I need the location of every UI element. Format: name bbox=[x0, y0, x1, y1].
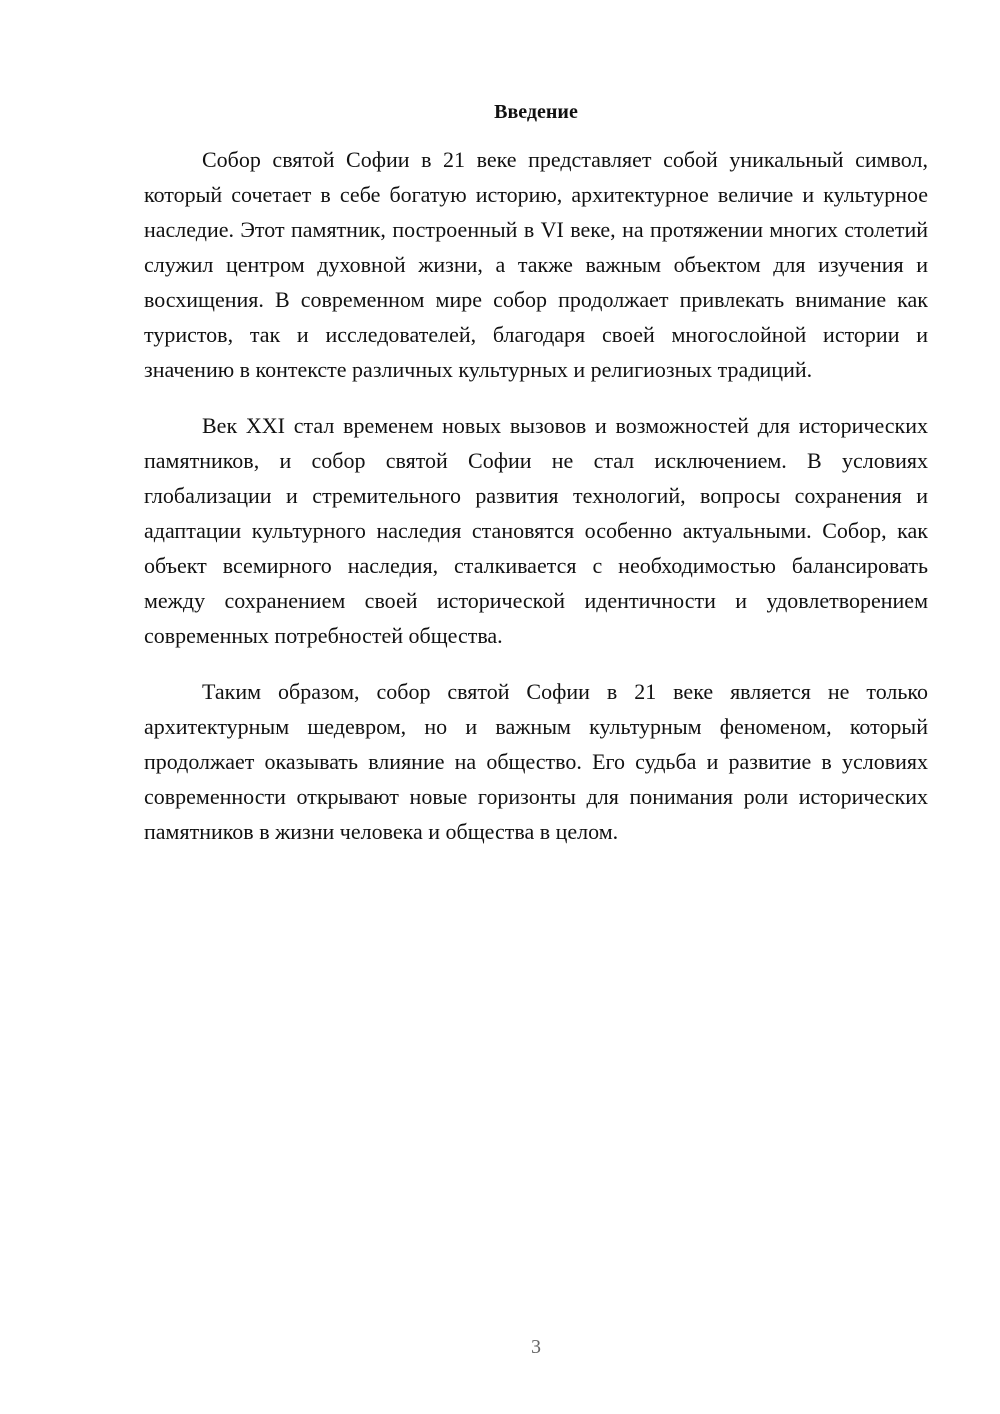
section-title: Введение bbox=[494, 101, 578, 123]
page-number: 3 bbox=[531, 1336, 541, 1358]
body-text bbox=[144, 142, 928, 870]
paragraph-2: Век XXI стал временем новых вызовов и возможностей для исторических памятников, и собор святой Софии не стал исключением. В условиях глобализации и стремительного развития технологий, вопросы сохранения и адаптации культурного наследия становятся особенно актуальными. Собор, как объект всемирного наследия, сталкивается с необходимостью балансировать между сохранением своей исторической идентичности и удовлетворением современных потребностей общества. bbox=[144, 413, 928, 648]
paragraph-1: Собор святой Софии в 21 веке представляет собой уникальный символ, который сочетает в себе богатую историю, архитектурное величие и культурное наследие. Этот памятник, построенный в VI веке, на протяжении многих столетий служил центром духовной жизни, а также важным объектом для изучения и восхищения. В современном мире собор продолжает привлекать внимание как туристов, так и исследователей, благодаря своей многослойной истории и значению в контексте различных культурных и религиозных традиций. bbox=[144, 147, 928, 382]
paragraph-3: Таким образом, собор святой Софии в 21 веке является не только архитектурным шедевром, но и важным культурным феноменом, который продолжает оказывать влияние на общество. Его судьба и развитие в условиях современности открывают новые горизонты для понимания роли исторических памятников в жизни человека и общества в целом. bbox=[144, 679, 928, 844]
